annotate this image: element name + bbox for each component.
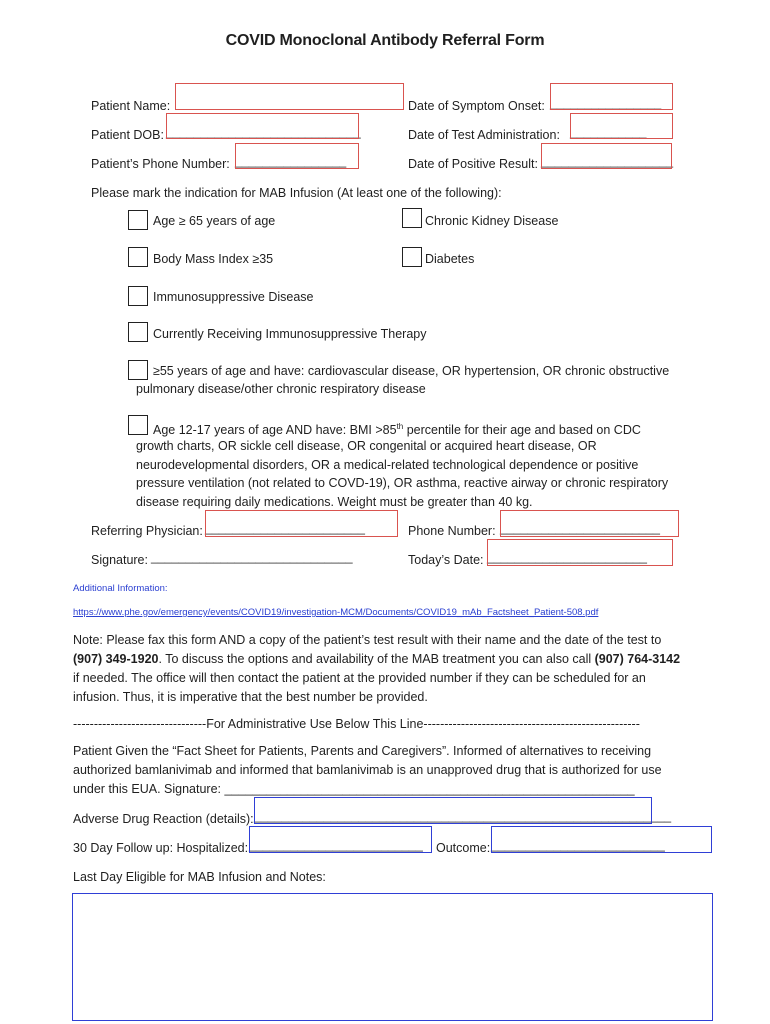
ckd-label: Chronic Kidney Disease [425,214,559,228]
todays-date-line: _______________________ [487,550,647,564]
patient-dob-field[interactable] [166,113,359,139]
fact-sheet-line1: Patient Given the “Fact Sheet for Patients, Parents and Caregivers”. Informed of alternatives to receiving [73,744,652,758]
fact-sheet-line3: under this EUA. Signature: ___________________________________________________________ [73,782,635,796]
note-line2 [73,650,703,669]
physician-phone-field[interactable] [500,510,679,537]
note-line3: if needed. The office will then contact the patient at the provided number if they can be scheduled for an [73,671,646,685]
symptom-onset-line: ________________ [550,96,662,110]
pediatric-checkbox[interactable] [128,415,148,435]
positive-result-line: ___________________ [541,154,674,168]
signature-label: Signature: [91,553,148,567]
patient-name-field[interactable] [175,83,404,110]
additional-info-label: Additional Information: [73,583,168,594]
symptom-onset-field[interactable] [550,83,673,110]
immunosuppressive-therapy-label: Currently Receiving Immunosuppressive Therapy [153,327,427,341]
referring-physician-label: Referring Physician: [91,524,203,538]
note-line4: infusion. Thus, it is imperative that the best number be provided. [73,690,428,704]
immunosuppressive-disease-checkbox[interactable] [128,286,148,306]
note-line1: Note: Please fax this form AND a copy of the patient’s test result with their name and the date of the test to [73,633,662,647]
outcome-label: Outcome: [436,841,491,855]
age55-label-line2: pulmonary disease/other chronic respiratory disease [136,382,426,396]
followup-label: 30 Day Follow up: Hospitalized: [73,841,249,855]
positive-result-field[interactable] [541,143,672,169]
todays-date-field[interactable] [487,539,673,566]
pediatric-line1-b: percentile for their age and based on CDC [403,423,641,438]
pediatric-line1-a: Age 12-17 years of age AND have: BMI >85 [153,423,397,438]
test-admin-line: ___________ [570,125,647,139]
patient-phone-field[interactable] [235,143,359,169]
followup-line: _________________________ [249,838,423,852]
positive-result-label: Date of Positive Result: [408,157,538,171]
fact-sheet-line2: authorized bamlanivimab and informed that bamlanivimab is an unapproved drug that is authorized for use [73,763,662,777]
referring-physician-line: _______________________ [205,521,365,535]
adverse-reaction-field[interactable] [254,797,652,824]
pediatric-label-line3: neurodevelopmental disorders, OR a medical-related technological dependence or positive [136,458,639,472]
immunosuppressive-therapy-checkbox[interactable] [128,322,148,342]
bmi35-checkbox[interactable] [128,247,148,267]
pediatric-line1-sup: th [396,422,404,431]
symptom-onset-label: Date of Symptom Onset: [408,99,545,113]
adverse-reaction-label: Adverse Drug Reaction (details): [73,812,254,826]
fax-note [73,631,703,707]
outcome-field[interactable] [491,826,712,853]
diabetes-label: Diabetes [425,252,475,266]
referring-physician-field[interactable] [205,510,398,537]
note-line2-mid: . To discuss the options and availability of the MAB treatment you can also call [158,652,595,666]
age55-checkbox[interactable] [128,360,148,380]
last-day-label: Last Day Eligible for MAB Infusion and Notes: [73,870,326,884]
test-admin-label: Date of Test Administration: [408,128,560,142]
diabetes-checkbox[interactable] [402,247,422,267]
fact-sheet-link[interactable]: https://www.phe.gov/emergency/events/COVID19/investigation-MCM/Documents/COVID19_mAb_Factsheet_Patient-508.pdf [73,607,599,618]
pediatric-label-line2: growth charts, OR sickle cell disease, OR congenital or acquired heart disease, OR [136,439,597,453]
signature-line[interactable]: _____________________________ [151,550,353,564]
indication-prompt: Please mark the indication for MAB Infusion (At least one of the following): [91,186,502,200]
outcome-line: _________________________ [491,838,665,852]
ckd-checkbox[interactable] [402,208,422,228]
pediatric-label-line4: pressure ventilation (not related to COVD-19), OR asthma, reactive airway or chronic respiratory [136,476,669,490]
immunosuppressive-disease-label: Immunosuppressive Disease [153,290,314,304]
patient-name-label: Patient Name: [91,99,171,113]
patient-phone-line: ________________ [235,154,347,168]
patient-dob-label: Patient DOB: [91,128,164,142]
age65-label: Age ≥ 65 years of age [153,214,276,228]
fax-number: (907) 349-1920 [73,652,159,666]
adverse-reaction-line: ____________________________________________________________ [254,809,672,823]
age55-label-line1: ≥55 years of age and have: cardiovascular disease, OR hypertension, OR chronic obstructive [153,364,670,378]
physician-phone-line: _______________________ [500,521,660,535]
call-number: (907) 764-3142 [594,652,681,666]
physician-phone-label: Phone Number: [408,524,496,538]
admin-divider: --------------------------------For Administrative Use Below This Line---------------------------------------------------- [73,717,640,731]
test-admin-field[interactable] [570,113,673,139]
notes-textarea[interactable] [72,893,713,1021]
form-title: COVID Monoclonal Antibody Referral Form [225,32,545,49]
patient-phone-label: Patient’s Phone Number: [91,157,230,171]
pediatric-label-line5: disease requiring daily medications. Weight must be greater than 40 kg. [136,495,533,509]
bmi35-label: Body Mass Index ≥35 [153,252,274,266]
hospitalized-field[interactable] [249,826,432,853]
patient-dob-line: ____________________________ [166,125,361,139]
fact-sheet-statement [73,742,703,799]
todays-date-label: Today’s Date: [408,553,484,567]
age65-checkbox[interactable] [128,210,148,230]
